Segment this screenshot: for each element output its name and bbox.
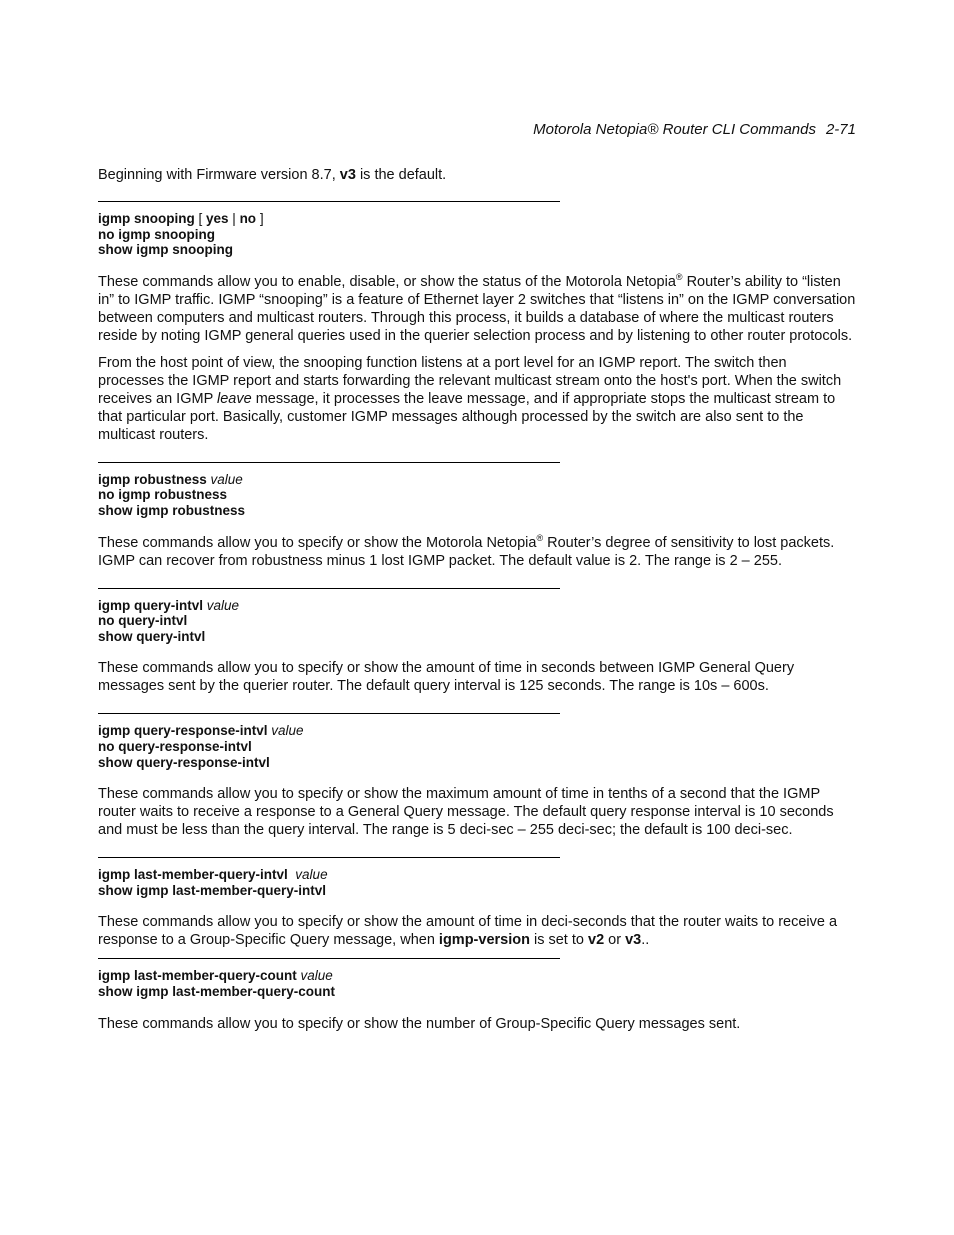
desc-text: These commands allow you to specify or show the amount of time in deci-seconds that the router waits to receive a response to a Group-Specific Query message, when (98, 914, 838, 949)
command-line: no igmp snooping (98, 226, 215, 242)
bracket-open: [ (194, 211, 207, 226)
page-header (520, 121, 856, 138)
desc-text: These commands allow you to enable, disable, or show the status of the Motorola Netopia (98, 273, 676, 290)
command-line: show query-response-intvl (98, 754, 270, 770)
command-argument: value (203, 597, 240, 613)
command-name: igmp query-response-intvl (98, 723, 268, 739)
command-line: no query-intvl (98, 613, 188, 629)
section-divider (98, 462, 560, 463)
command-syntax (98, 598, 856, 645)
command-name: igmp last-member-query-intvl (98, 867, 288, 883)
page-number: 2-71 (825, 121, 856, 138)
command-line (98, 472, 856, 488)
desc-italic: leave (217, 390, 252, 407)
command-line: no igmp robustness (98, 487, 228, 503)
desc-bold: v2 (588, 932, 605, 949)
registered-mark: ® (675, 271, 683, 282)
page-content (98, 166, 856, 1042)
option-separator: | (228, 211, 240, 226)
desc-text: From the host point of view, the snooping function listens at a port level for an IGMP report. The switch then processes the IGMP report and starts forwarding the relevant multicast stream onto the host's port. When the switch receives an IGMP (98, 354, 842, 407)
desc-text: Router’s ability to “listen in” to IGMP traffic. IGMP “snooping” is a feature of Ethernet layer 2 switches that “listens in” on the IGMP conversation between computers and multicast routers. Through this process, it builds a database of where the multicast routers reside by noting IGMP general queries used in the querier selection process and by listening to other router protocols. (98, 273, 856, 344)
command-argument: value (287, 867, 328, 883)
desc-text: is set to (529, 932, 588, 949)
description-paragraph (98, 534, 856, 570)
section-divider (98, 713, 560, 714)
command-line (98, 723, 856, 739)
bracket-close: ] (256, 211, 264, 226)
section-igmp-robustness (98, 462, 856, 588)
section-divider (98, 958, 560, 959)
section-igmp-last-member-query-count (98, 958, 856, 1032)
section-igmp-last-member-query-intvl (98, 857, 856, 949)
option-no: no (239, 211, 257, 226)
desc-bold: igmp-version (438, 932, 530, 949)
command-line: no query-response-intvl (98, 738, 252, 754)
command-name: igmp robustness (98, 471, 207, 487)
description-paragraph: These commands allow you to specify or show the amount of time in seconds between IGMP General Query messages sent by the querier router. The default query interval is 125 seconds. The range is 10s – 600s. (98, 660, 795, 695)
command-line: show igmp last-member-query-intvl (98, 882, 327, 898)
command-line: show igmp snooping (98, 242, 233, 258)
command-syntax (98, 472, 856, 519)
command-line (98, 598, 856, 614)
command-syntax (98, 211, 856, 258)
section-divider (98, 588, 560, 589)
description-paragraph: These commands allow you to specify or show the number of Group-Specific Query messages sent. (98, 1015, 741, 1032)
command-argument: value (267, 723, 304, 739)
command-line: show igmp last-member-query-count (98, 983, 336, 999)
command-line (98, 211, 856, 227)
command-line: show igmp robustness (98, 502, 246, 518)
command-argument: value (296, 968, 333, 984)
command-name: igmp snooping (98, 211, 195, 226)
command-line (98, 867, 856, 883)
command-name: igmp last-member-query-count (98, 968, 297, 984)
desc-text: message, it processes the leave message, and if appropriate stops the multicast stream to that particular port. Basically, customer IGMP messages although processed by the switch are also sent to the multicast routers. (98, 390, 836, 443)
description-paragraph (98, 354, 856, 444)
command-line (98, 968, 856, 984)
intro-paragraph (98, 166, 856, 184)
command-line: show query-intvl (98, 628, 206, 644)
description-paragraph: These commands allow you to specify or show the maximum amount of time in tenths of a second that the IGMP router waits to receive a response to a General Query message. The default query response interval is 10 seconds and must be less than the query interval. The range is 5 deci-sec – 255 deci-sec; the default is 100 deci-sec. (98, 786, 834, 839)
command-name: igmp query-intvl (98, 597, 204, 613)
command-syntax (98, 968, 856, 999)
section-divider (98, 857, 560, 858)
command-syntax (98, 723, 856, 770)
intro-text: Beginning with Firmware version 8.7, (98, 167, 340, 183)
desc-text: .. (641, 932, 650, 949)
desc-text: Router’s degree of sensitivity to lost packets. IGMP can recover from robustness minus 1 lost IGMP packet. The default value is 2. The range is 2 – 255. (98, 534, 835, 569)
header-title: Motorola Netopia® Router CLI Commands (533, 121, 816, 138)
command-argument: value (206, 471, 243, 487)
desc-bold: v3 (625, 932, 642, 949)
section-igmp-query-intvl (98, 588, 856, 714)
section-igmp-query-response-intvl (98, 713, 856, 857)
intro-text-end: is the default. (355, 167, 447, 183)
section-divider (98, 201, 560, 202)
option-yes: yes (206, 211, 229, 226)
desc-text: These commands allow you to specify or show the Motorola Netopia (98, 534, 537, 551)
command-syntax (98, 867, 856, 898)
registered-mark: ® (536, 532, 544, 543)
description-paragraph (98, 273, 856, 345)
section-igmp-snooping (98, 201, 856, 462)
desc-text: or (604, 932, 626, 949)
description-paragraph (98, 913, 856, 949)
intro-version: v3 (339, 167, 356, 183)
